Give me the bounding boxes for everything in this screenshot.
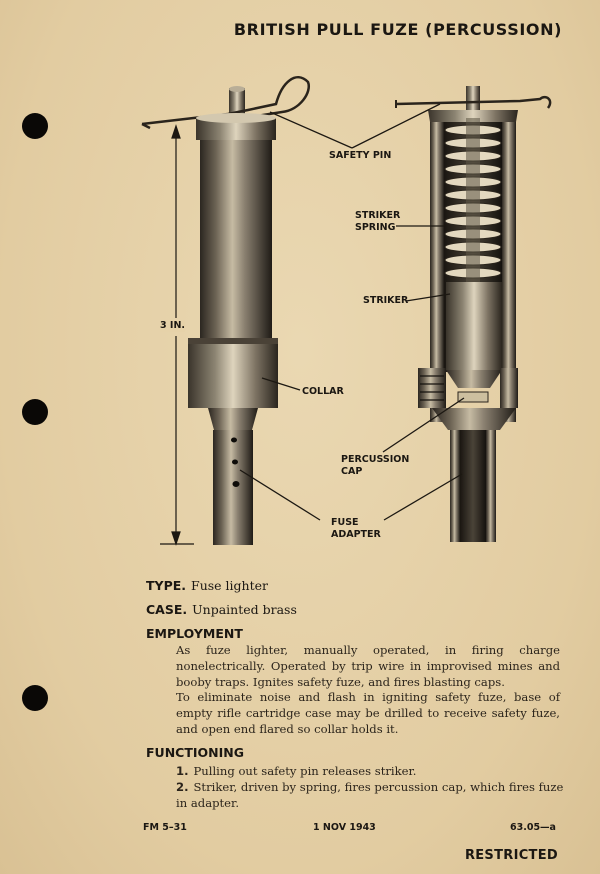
label-fuse-adapter: FUSE ADAPTER [331,517,381,540]
case-value: Unpainted brass [192,602,297,617]
employment-heading: EMPLOYMENT [146,626,243,641]
case-label: CASE. [146,602,188,617]
restricted-marking: RESTRICTED [464,848,558,863]
label-collar: COLLAR [302,386,344,397]
employment-paragraph-2: To eliminate noise and flash in igniting safety fuze, base of empty rifle cartridge case may be drilled to receive safety fuze, and open end flared so collar holds it. [176,690,560,736]
footer-manual-number: FM 5–31 [143,822,187,833]
employment-paragraph-1: As fuze lighter, manually operated, in firing charge nonelectrically. Operated by trip wire in improvised mines and booby traps. Ignites safety fuze, and fires blasting caps. [176,643,560,689]
footer-page-number: 63.05—a [510,822,556,833]
functioning-item: 1. Pulling out safety pin releases striker. [176,764,417,778]
type-label: TYPE. [146,578,187,593]
case-row [146,602,297,617]
type-row [146,578,268,593]
cutaway-fuze [396,86,550,542]
employment-body [176,643,560,738]
footer-date: 1 NOV 1943 [313,822,376,833]
functioning-item: 2. Striker, driven by spring, fires percussion cap, which fires fuze in adapter. [176,779,564,810]
type-value: Fuse lighter [191,578,268,593]
functioning-list [176,764,564,811]
label-dimension: 3 IN. [160,320,186,331]
label-striker-spring: STRIKER SPRING [355,210,401,233]
label-striker: STRIKER [363,295,409,306]
label-safety-pin: SAFETY PIN [329,150,392,161]
label-percussion-cap: PERCUSSION CAP [341,454,410,477]
page-title: BRITISH PULL FUZE (PERCUSSION) [233,20,562,39]
assembled-fuze [142,77,309,545]
dimension-line [160,126,194,544]
functioning-heading: FUNCTIONING [146,745,244,760]
